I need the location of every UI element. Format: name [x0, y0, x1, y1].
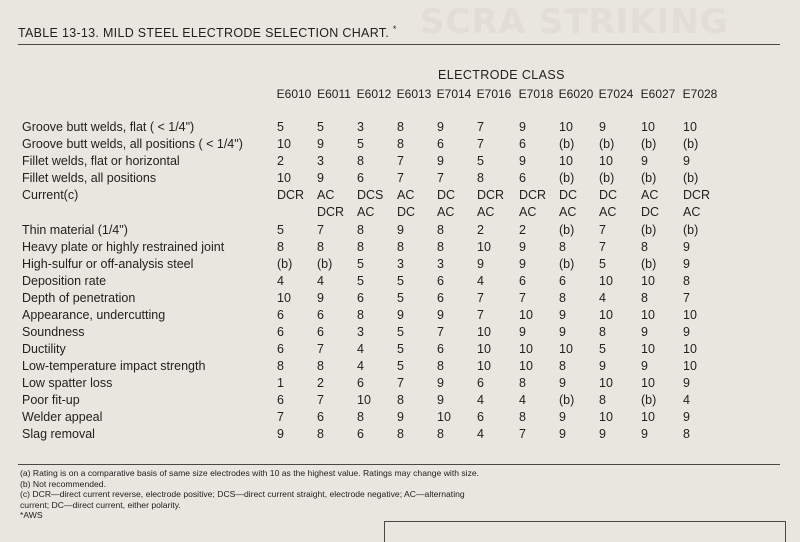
cell-e7024: (b) — [599, 171, 615, 185]
table-row — [0, 205, 800, 221]
cell-e7024: 10 — [599, 274, 613, 288]
cell-e7016: 4 — [477, 427, 484, 441]
cell-e6011: DCR — [317, 205, 345, 219]
cell-e6012: 5 — [357, 137, 364, 151]
cell-e6013: 8 — [397, 240, 404, 254]
column-header-e6020: E6020 — [558, 87, 594, 101]
cell-e7016: 7 — [477, 291, 484, 305]
cell-e7028: AC — [683, 205, 701, 219]
cell-e6010: 8 — [277, 240, 284, 254]
table-title — [18, 24, 397, 40]
cell-e7016: 4 — [477, 274, 484, 288]
cell-e6020: 10 — [559, 342, 573, 356]
cell-e6013: 8 — [397, 137, 404, 151]
cell-e6020: 9 — [559, 427, 566, 441]
cell-e6012: AC — [357, 205, 375, 219]
cell-e6010: DCR — [277, 188, 305, 202]
cell-e6020: 9 — [559, 308, 566, 322]
cell-e6010: 5 — [277, 223, 284, 237]
cell-e6020: 10 — [559, 120, 573, 134]
row-label: Welder appeal — [22, 410, 103, 424]
cell-e6020: 9 — [559, 376, 566, 390]
table-row — [0, 342, 800, 358]
cell-e7028: 9 — [683, 240, 690, 254]
row-label: High-sulfur or off-analysis steel — [22, 257, 194, 271]
column-header-e6011: E6011 — [317, 87, 351, 101]
column-header-e6012: E6012 — [356, 87, 392, 101]
cell-e7028: 7 — [683, 291, 690, 305]
cell-e7024: 8 — [599, 393, 606, 407]
cell-e6010: (b) — [277, 257, 293, 271]
cell-e7018: DCR — [519, 188, 547, 202]
cell-e6012: 4 — [357, 359, 364, 373]
cell-e6027: DC — [641, 205, 660, 219]
top-rule — [18, 44, 780, 45]
row-label: Low spatter loss — [22, 376, 113, 390]
cell-e7018: 9 — [519, 325, 526, 339]
cell-e7024: 7 — [599, 240, 606, 254]
cell-e6013: 5 — [397, 359, 404, 373]
row-label: Current(c) — [22, 188, 79, 202]
cell-e6013: 9 — [397, 308, 404, 322]
cell-e6011: 3 — [317, 154, 324, 168]
cell-e7016: 10 — [477, 342, 491, 356]
row-label: Appearance, undercutting — [22, 308, 166, 322]
cell-e6027: 10 — [641, 342, 655, 356]
row-label: Fillet welds, flat or horizontal — [22, 154, 180, 168]
cell-e7018: 6 — [519, 171, 526, 185]
cell-e7024: 9 — [599, 359, 606, 373]
cell-e6012: 8 — [357, 308, 364, 322]
cell-e7014: 8 — [437, 359, 444, 373]
cell-e6027: 10 — [641, 308, 655, 322]
cell-e7018: 7 — [519, 427, 526, 441]
cell-e7018: 10 — [519, 342, 533, 356]
cell-e7024: 10 — [599, 308, 613, 322]
cell-e6013: 8 — [397, 427, 404, 441]
table-row — [0, 359, 800, 375]
cell-e6027: (b) — [641, 257, 657, 271]
bottom-rule — [18, 464, 780, 465]
column-header-e7024: E7024 — [598, 87, 634, 101]
cell-e6020: 8 — [559, 359, 566, 373]
cell-e6010: 5 — [277, 120, 284, 134]
footnotes — [20, 468, 780, 521]
cell-e6027: AC — [641, 188, 659, 202]
cell-e7024: 10 — [599, 154, 613, 168]
cell-e7014: 9 — [437, 308, 444, 322]
cell-e6010: 8 — [277, 359, 284, 373]
cell-e6010: 1 — [277, 376, 284, 390]
cell-e6011: 6 — [317, 308, 324, 322]
cell-e7018: 6 — [519, 274, 526, 288]
cell-e7024: 4 — [599, 291, 606, 305]
cell-e7024: 7 — [599, 223, 606, 237]
cell-e7014: 9 — [437, 393, 444, 407]
cell-e7024: AC — [599, 205, 617, 219]
cell-e7028: 9 — [683, 376, 690, 390]
cell-e6012: 6 — [357, 427, 364, 441]
cell-e7016: AC — [477, 205, 495, 219]
cell-e7018: 8 — [519, 376, 526, 390]
cell-e7014: 10 — [437, 410, 451, 424]
cell-e7024: DC — [599, 188, 618, 202]
cell-e7028: 10 — [683, 342, 697, 356]
cell-e6013: AC — [397, 188, 415, 202]
cell-e7016: 7 — [477, 120, 484, 134]
cell-e7016: 10 — [477, 359, 491, 373]
cell-e6012: 6 — [357, 376, 364, 390]
cell-e6010: 10 — [277, 137, 291, 151]
cell-e7014: 8 — [437, 223, 444, 237]
cell-e6027: 9 — [641, 359, 648, 373]
cell-e7016: DCR — [477, 188, 505, 202]
cell-e6010: 6 — [277, 325, 284, 339]
cell-e7014: 6 — [437, 291, 444, 305]
row-label: Thin material (1/4") — [22, 223, 128, 237]
column-header-e7018: E7018 — [518, 87, 554, 101]
cell-e6013: 5 — [397, 325, 404, 339]
cell-e6012: 8 — [357, 240, 364, 254]
cell-e7016: 7 — [477, 308, 484, 322]
table-row — [0, 291, 800, 307]
cell-e6020: 9 — [559, 325, 566, 339]
cell-e6013: 5 — [397, 342, 404, 356]
row-label: Groove butt welds, all positions ( < 1/4") — [22, 137, 243, 151]
cell-e7014: 8 — [437, 240, 444, 254]
cell-e6010: 2 — [277, 154, 284, 168]
row-label: Deposition rate — [22, 274, 107, 288]
bottom-box — [384, 521, 786, 542]
cell-e7018: 8 — [519, 410, 526, 424]
cell-e7016: 6 — [477, 376, 484, 390]
row-label: Depth of penetration — [22, 291, 136, 305]
cell-e6012: 5 — [357, 274, 364, 288]
cell-e7024: (b) — [599, 137, 615, 151]
row-label: Ductility — [22, 342, 66, 356]
cell-e6011: 2 — [317, 376, 324, 390]
cell-e6012: 5 — [357, 257, 364, 271]
cell-e6013: 9 — [397, 410, 404, 424]
cell-e6027: 9 — [641, 427, 648, 441]
cell-e7024: 8 — [599, 325, 606, 339]
cell-e7018: 7 — [519, 291, 526, 305]
cell-e6011: AC — [317, 188, 335, 202]
cell-e7024: 10 — [599, 376, 613, 390]
cell-e7024: 9 — [599, 120, 606, 134]
table-row — [0, 188, 800, 204]
cell-e7016: 10 — [477, 240, 491, 254]
cell-e7028: (b) — [683, 137, 699, 151]
cell-e6011: 7 — [317, 223, 324, 237]
column-header-e7014: E7014 — [436, 87, 472, 101]
cell-e6011: 8 — [317, 427, 324, 441]
cell-e7016: 5 — [477, 154, 484, 168]
cell-e7028: 9 — [683, 154, 690, 168]
table-row — [0, 137, 800, 153]
cell-e6020: AC — [559, 205, 577, 219]
footnote-c-continued: current; DC—direct current, either polarity. — [20, 499, 181, 510]
cell-e6012: 6 — [357, 291, 364, 305]
cell-e6027: (b) — [641, 393, 657, 407]
table-row — [0, 154, 800, 170]
cell-e7018: 9 — [519, 257, 526, 271]
row-label: Soundness — [22, 325, 85, 339]
cell-e7016: 4 — [477, 393, 484, 407]
cell-e7028: 10 — [683, 120, 697, 134]
cell-e6011: 4 — [317, 274, 324, 288]
row-label: Slag removal — [22, 427, 95, 441]
cell-e6010: 6 — [277, 308, 284, 322]
cell-e6011: 9 — [317, 137, 324, 151]
cell-e7016: 6 — [477, 410, 484, 424]
cell-e6012: 6 — [357, 171, 364, 185]
cell-e7028: 4 — [683, 393, 690, 407]
table-row — [0, 171, 800, 187]
cell-e6012: 4 — [357, 342, 364, 356]
cell-e6020: (b) — [559, 257, 575, 271]
table-title-text: TABLE 13-13. MILD STEEL ELECTRODE SELECTION CHART. — [18, 26, 390, 41]
table-row — [0, 393, 800, 409]
table-row — [0, 325, 800, 341]
cell-e6011: 7 — [317, 393, 324, 407]
cell-e6011: 5 — [317, 120, 324, 134]
cell-e6010: 7 — [277, 410, 284, 424]
cell-e6010: 10 — [277, 171, 291, 185]
table-row — [0, 376, 800, 392]
column-header-e7016: E7016 — [476, 87, 512, 101]
table-row — [0, 410, 800, 426]
cell-e6012: 8 — [357, 154, 364, 168]
cell-e7018: 9 — [519, 120, 526, 134]
cell-e6013: 9 — [397, 223, 404, 237]
cell-e7028: 9 — [683, 325, 690, 339]
cell-e6012: 3 — [357, 325, 364, 339]
cell-e6020: (b) — [559, 223, 575, 237]
footnote-c: (c) DCR—direct current reverse, electrode positive; DCS—direct current straight, electrode negative; AC—alternating — [20, 489, 465, 500]
cell-e6027: 8 — [641, 291, 648, 305]
table-row — [0, 240, 800, 256]
cell-e6011: 6 — [317, 325, 324, 339]
column-header-e6013: E6013 — [396, 87, 432, 101]
cell-e7028: (b) — [683, 171, 699, 185]
cell-e6012: DCS — [357, 188, 384, 202]
cell-e6012: 10 — [357, 393, 371, 407]
cell-e7016: 8 — [477, 171, 484, 185]
cell-e7014: 9 — [437, 154, 444, 168]
cell-e7018: AC — [519, 205, 537, 219]
cell-e6012: 8 — [357, 410, 364, 424]
cell-e6027: (b) — [641, 171, 657, 185]
table-row — [0, 257, 800, 273]
footnote-b: (b) Not recommended. — [20, 478, 106, 489]
electrode-class-heading: ELECTRODE CLASS — [438, 68, 565, 82]
row-label: Fillet welds, all positions — [22, 171, 157, 185]
cell-e6020: (b) — [559, 137, 575, 151]
cell-e6013: 7 — [397, 376, 404, 390]
cell-e6012: 8 — [357, 223, 364, 237]
cell-e7014: 3 — [437, 257, 444, 271]
cell-e6013: 5 — [397, 274, 404, 288]
cell-e6020: 9 — [559, 410, 566, 424]
cell-e7018: 6 — [519, 137, 526, 151]
cell-e6027: (b) — [641, 223, 657, 237]
table-row — [0, 120, 800, 136]
cell-e6020: 8 — [559, 291, 566, 305]
column-header-e7028: E7028 — [682, 87, 718, 101]
cell-e6020: (b) — [559, 393, 575, 407]
cell-e6027: 10 — [641, 274, 655, 288]
table-row — [0, 223, 800, 239]
cell-e7018: 2 — [519, 223, 526, 237]
cell-e6027: 9 — [641, 154, 648, 168]
cell-e6010: 4 — [277, 274, 284, 288]
column-header-e6010: E6010 — [276, 87, 312, 101]
cell-e6027: 10 — [641, 410, 655, 424]
cell-e6020: 6 — [559, 274, 566, 288]
row-label: Groove butt welds, flat ( < 1/4") — [22, 120, 195, 134]
cell-e6013: 3 — [397, 257, 404, 271]
column-header-e6027: E6027 — [640, 87, 676, 101]
cell-e6027: (b) — [641, 137, 657, 151]
cell-e7018: 10 — [519, 308, 533, 322]
cell-e7028: 8 — [683, 274, 690, 288]
cell-e6020: (b) — [559, 171, 575, 185]
cell-e7014: AC — [437, 205, 455, 219]
cell-e7028: (b) — [683, 223, 699, 237]
cell-e6012: 3 — [357, 120, 364, 134]
cell-e7028: 8 — [683, 427, 690, 441]
cell-e6027: 10 — [641, 120, 655, 134]
row-label: Low-temperature impact strength — [22, 359, 206, 373]
cell-e7014: 6 — [437, 137, 444, 151]
cell-e7028: DCR — [683, 188, 711, 202]
cell-e7028: 10 — [683, 308, 697, 322]
cell-e6020: DC — [559, 188, 578, 202]
cell-e6010: 9 — [277, 427, 284, 441]
cell-e6010: 6 — [277, 393, 284, 407]
cell-e6020: 8 — [559, 240, 566, 254]
cell-e6011: 8 — [317, 359, 324, 373]
cell-e6027: 8 — [641, 240, 648, 254]
cell-e7014: 8 — [437, 427, 444, 441]
footnote-aws: *AWS — [20, 510, 43, 521]
table-row — [0, 308, 800, 324]
cell-e7016: 9 — [477, 257, 484, 271]
cell-e6010: 10 — [277, 291, 291, 305]
cell-e7016: 7 — [477, 137, 484, 151]
cell-e7014: 7 — [437, 325, 444, 339]
cell-e7024: 9 — [599, 427, 606, 441]
cell-e6027: 10 — [641, 376, 655, 390]
cell-e6013: 8 — [397, 120, 404, 134]
cell-e7018: 10 — [519, 359, 533, 373]
cell-e6013: 7 — [397, 154, 404, 168]
table-row — [0, 427, 800, 443]
cell-e6011: 8 — [317, 240, 324, 254]
cell-e6013: 7 — [397, 171, 404, 185]
cell-e7024: 5 — [599, 342, 606, 356]
cell-e6010: 6 — [277, 342, 284, 356]
cell-e7016: 10 — [477, 325, 491, 339]
cell-e7018: 9 — [519, 154, 526, 168]
cell-e6013: 8 — [397, 393, 404, 407]
cell-e6011: 9 — [317, 171, 324, 185]
cell-e7014: 9 — [437, 120, 444, 134]
cell-e6013: DC — [397, 205, 416, 219]
cell-e6027: 9 — [641, 325, 648, 339]
table-row — [0, 274, 800, 290]
cell-e6011: (b) — [317, 257, 333, 271]
cell-e7014: 6 — [437, 274, 444, 288]
cell-e7014: DC — [437, 188, 456, 202]
column-headers — [0, 87, 800, 103]
row-label: Poor fit-up — [22, 393, 80, 407]
cell-e6011: 7 — [317, 342, 324, 356]
row-label: Heavy plate or highly restrained joint — [22, 240, 225, 254]
cell-e7024: 10 — [599, 410, 613, 424]
cell-e7028: 9 — [683, 257, 690, 271]
cell-e7028: 9 — [683, 410, 690, 424]
cell-e6011: 9 — [317, 291, 324, 305]
cell-e7014: 7 — [437, 171, 444, 185]
cell-e7016: 2 — [477, 223, 484, 237]
cell-e6020: 10 — [559, 154, 573, 168]
cell-e6011: 6 — [317, 410, 324, 424]
cell-e7014: 9 — [437, 376, 444, 390]
cell-e7024: 5 — [599, 257, 606, 271]
footnote-a: (a) Rating is on a comparative basis of same size electrodes with 10 as the highest value. Ratings may change with size. — [20, 468, 480, 478]
cell-e7014: 6 — [437, 342, 444, 356]
cell-e7018: 9 — [519, 240, 526, 254]
cell-e6013: 5 — [397, 291, 404, 305]
cell-e7028: 10 — [683, 359, 697, 373]
background-bleed-through-heading: SCRA STRIKING — [420, 2, 729, 42]
cell-e7018: 4 — [519, 393, 526, 407]
table-title-mark: * — [392, 24, 397, 34]
